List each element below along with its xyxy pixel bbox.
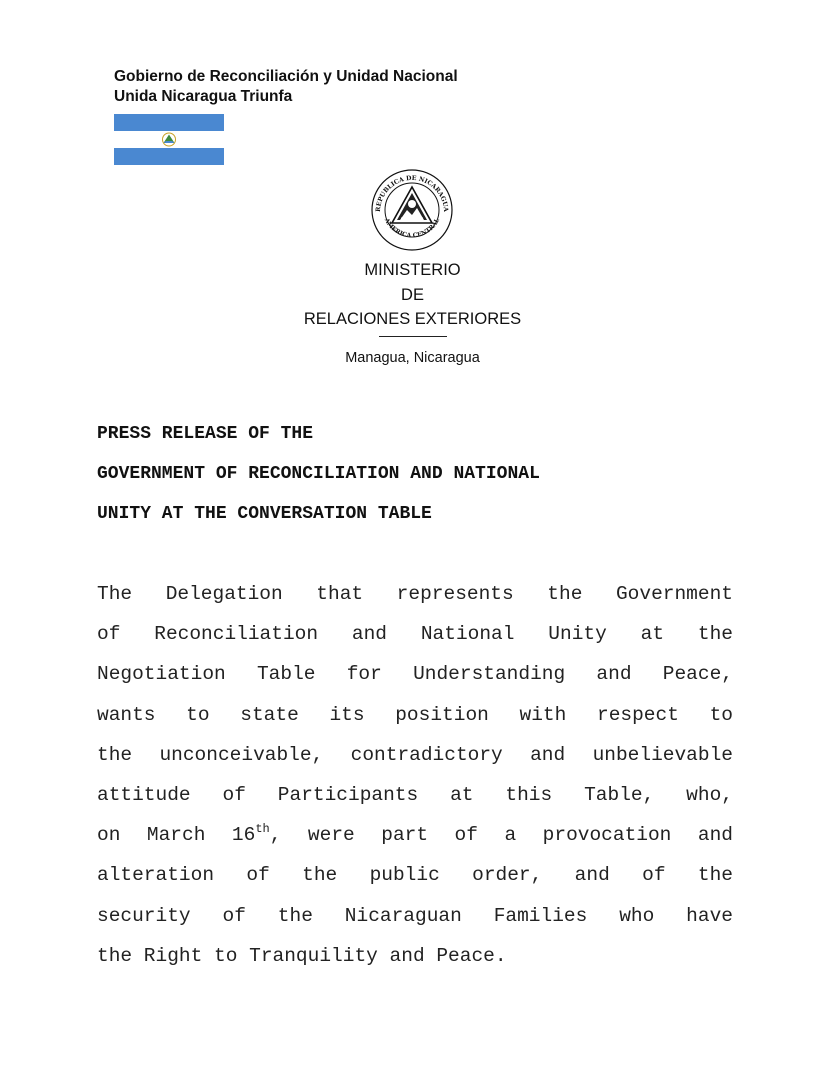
svg-text:REPUBLICA DE NICARAGUA: REPUBLICA DE NICARAGUA	[374, 174, 450, 213]
press-release-title: UNITY AT THE CONVERSATION TABLE	[97, 504, 432, 524]
body-line: of Reconciliation and National Unity at the	[97, 623, 733, 646]
body-text-part: , were part of a provocation and	[269, 824, 733, 847]
svg-text:AMERICA CENTRAL: AMERICA CENTRAL	[382, 217, 442, 240]
national-seal-icon	[370, 168, 454, 252]
body-line: Negotiation Table for Understanding and Peace,	[97, 663, 733, 686]
body-line: the unconceivable, contradictory and unbelievable	[97, 743, 733, 766]
press-release-title: PRESS RELEASE OF THE	[97, 424, 314, 444]
body-line-date	[97, 815, 733, 855]
press-release-body	[97, 574, 733, 976]
ordinal-suffix: th	[255, 822, 270, 837]
divider	[379, 336, 447, 337]
body-text-part: on March 16	[97, 824, 256, 847]
body-line: The Delegation that represents the Government	[97, 583, 733, 605]
ministry-line: DE	[401, 285, 424, 304]
ministry-line: MINISTERIO	[364, 261, 461, 279]
nicaragua-flag-icon	[114, 114, 224, 165]
body-line: attitude of Participants at this Table, who,	[97, 783, 733, 806]
body-line: wants to state its position with respect to	[97, 703, 733, 726]
government-slogan: Unida Nicaragua Triunfa	[114, 88, 293, 105]
body-line: security of the Nicaraguan Families who have	[97, 904, 733, 927]
government-name: Gobierno de Reconciliación y Unidad Nacional	[114, 68, 458, 85]
ministry-line: RELACIONES EXTERIORES	[303, 310, 522, 328]
body-line: alteration of the public order, and of the	[97, 864, 733, 887]
ministry-name	[250, 258, 575, 332]
press-release-title: GOVERNMENT OF RECONCILIATION AND NATIONAL	[97, 464, 540, 484]
body-line: the Right to Tranquility and Peace.	[97, 944, 507, 967]
city-location: Managua, Nicaragua	[345, 350, 480, 366]
